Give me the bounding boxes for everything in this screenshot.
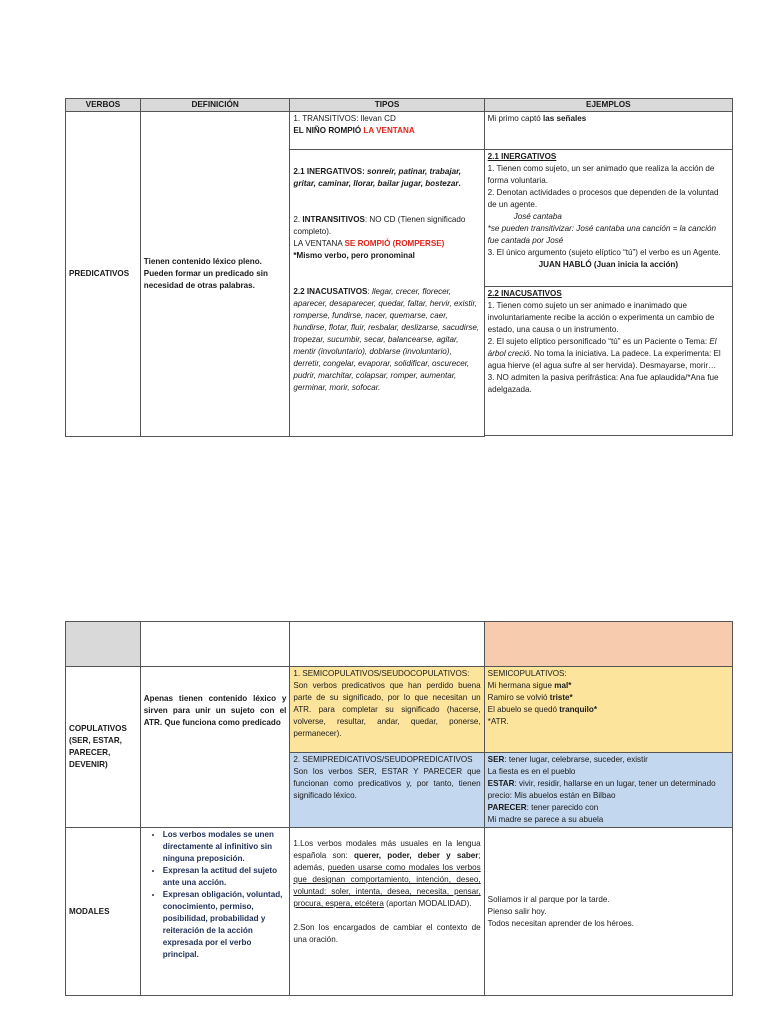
inergativos-ej-title: 2.1 INERGATIVOS: [487, 152, 557, 161]
intransitivos-note: *Mismo verbo, pero pronominal: [293, 251, 415, 260]
modales-bullets: [144, 829, 287, 961]
modales-ejemplo: Todos necesitan aprender de los héroes.: [487, 918, 634, 928]
semicop-ej-l4: *ATR.: [487, 717, 509, 726]
cell-predicativos: PREDICATIVOS: [66, 112, 141, 437]
header-ejemplos: EJEMPLOS: [484, 99, 732, 112]
cell-predicativos-definition: Tienen contenido léxico pleno. Pueden formar un predicado sin necesidad de otras palabras.: [140, 112, 290, 437]
cell-intransitivos: [290, 150, 484, 437]
cell-inacusativos-ejemplos: [484, 287, 732, 436]
row-modales: [66, 828, 733, 996]
modales-bullet: • Expresan la actitud del sujeto ante una acción.: [163, 865, 287, 889]
semicop-body: Son verbos predicativos que han perdido buena parte de su significado, por lo que necesitan un ATR. para completar su significado (hacerse, volverse, resultar, andar, quedar, ponerse, permanecer).: [293, 681, 481, 738]
inergativos-ej-example: José cantaba: [513, 212, 562, 221]
semipred-title: 2. SEMIPREDICATIVOS/SEUDOPREDICATIVOS: [293, 755, 473, 764]
verbs-table-copulativos-modales: [65, 621, 733, 996]
inergativos-ej-p3: 3. El único argumento (sujeto elíptico “tú”) el verbo es un Agente.: [487, 248, 721, 257]
transitivos-example: EL NIÑO ROMPIÓ LA VENTANA: [293, 126, 415, 135]
inergativos-ej-note: *se pueden transitivizar: José cantaba una canción = la canción fue cantada por José: [487, 224, 717, 245]
cell-inergativos-ejemplos: [484, 150, 732, 287]
semipred-body: Son los verbos SER, ESTAR Y PARECER que funcionan como predicativos y, por tanto, tienen significado léxico.: [293, 767, 481, 800]
semicop-ej-l1: Mi hermana sigue mal*: [487, 681, 572, 690]
inergativos-tipo: 2.1 INERGATIVOS: sonreír, patinar, trabajar, gritar, caminar, llorar, bailar jugar, bostezar.: [293, 167, 462, 188]
semicop-ej-l2: Ramiro se volvió triste*: [487, 693, 573, 702]
inacusativos-ej-title: 2.2 INACUSATIVOS: [487, 289, 562, 298]
cell-semicopulativos: [290, 667, 484, 753]
inergativos-ej-example2: JUAN HABLÓ (Juan inicia la acción): [538, 260, 679, 269]
semipred-ser: SER: tener lugar, celebrarse, suceder, existir: [487, 755, 648, 764]
cell-ejemplo-transitivo: [484, 112, 732, 150]
cell-modales-definition: [140, 828, 290, 996]
semicop-ej-l3: El abuelo se quedó tranquilo*: [487, 705, 598, 714]
cell-semipredicativos: [290, 753, 484, 828]
semipred-parecer: PARECER: tener parecido con: [487, 803, 599, 812]
semipred-ser-ex: La fiesta es en el pueblo: [487, 767, 576, 776]
modales-bullet: • Los verbos modales se unen directamente al infinitivo sin ninguna preposición.: [163, 829, 287, 865]
cell-semicop-ejemplos: [484, 667, 732, 753]
cell-semipred-ejemplos: [484, 753, 732, 828]
header-definicion: DEFINICIÓN: [140, 99, 290, 112]
modales-tipo-p2: 2.Son los encargados de cambiar el contexto de una oración.: [293, 923, 481, 944]
blank-cell-tipos: [290, 622, 484, 667]
modales-ejemplo: Solíamos ir al parque por la tarde.: [487, 894, 610, 904]
inacusativos-tipo: 2.2 INACUSATIVOS: llegar, crecer, florecer, aparecer, desaparecer, quedar, faltar, hervir, existir, romperse, fundirse, nacer, quemarse, caer, hundirse, flotar, fluir, resbalar, deslizarse, sacudirse, tropezar, sucumbir, secar, balancearse, agitar, mentir (involuntario), doblarse (involuntario), derretir, congelar, evaporar, solidificar, oscurecer, pudrir, marchitar, colapsar, romper, aumentar, germinar, morir, sofocar.: [293, 287, 480, 392]
cell-transitivos: [290, 112, 484, 150]
semicop-title: 1. SEMICOPULATIVOS/SEUDOCOPULATIVOS:: [293, 669, 470, 678]
verbs-table-predicativos: [65, 98, 733, 437]
modales-ejemplo: Pienso salir hoy.: [487, 906, 547, 916]
blank-cell-ejemplos: [484, 622, 732, 667]
row-transitivos: [66, 112, 733, 150]
intransitivos-tipo: 2. INTRANSITIVOS: NO CD (Tienen significado completo).: [293, 215, 466, 236]
cell-copulativos-definition: Apenas tienen contenido léxico y sirven para unir un sujeto con el ATR. Que funciona como predicado: [140, 667, 290, 828]
transitivos-label: 1. TRANSITIVOS: llevan CD: [293, 114, 396, 123]
inergativos-ej-p1: 1. Tienen como sujeto, un ser animado que realiza la acción de forma voluntaria.: [487, 164, 715, 185]
row-semicopulativos: [66, 667, 733, 753]
inergativos-ej-p2: 2. Denotan actividades o procesos que dependen de la voluntad de un agente.: [487, 188, 719, 209]
modales-bullet: • Expresan obligación, voluntad, conocimiento, permiso, posibilidad, probabilidad y reiteración de la acción expresada por el verbo principal.: [163, 889, 287, 961]
blank-row: [66, 622, 733, 667]
inacusativos-ej-p3: 3. NO admiten la pasiva perifrástica: Ana fue aplaudida/*Ana fue adelgazada.: [487, 373, 719, 394]
blank-cell-def: [140, 622, 290, 667]
header-row: [66, 99, 733, 112]
semipred-estar: ESTAR: vivir, residir, hallarse en un lugar, tener un determinado precio: Mis abuelos están en Bilbao: [487, 779, 716, 800]
semicop-ej-title: SEMICOPULATIVOS:: [487, 669, 567, 678]
inacusativos-ej-p1: 1. Tienen como sujeto un ser animado e inanimado que involuntariamente recibe la acción o experimenta un cambio de estado, una causa o un instrumento.: [487, 301, 715, 334]
cell-modales: MODALES: [66, 828, 141, 996]
intransitivos-example: LA VENTANA SE ROMPIÓ (ROMPERSE): [293, 239, 445, 248]
header-verbos: VERBOS: [66, 99, 141, 112]
modales-tipo-p1: 1.Los verbos modales más usuales en la lengua española son: querer, poder, deber y saber; además, pueden usarse como modales los verbos que designan comportamiento, intención, deseo, voluntad: soler, intenta, desea, necesita, pensar, procura, espera, etcétera (aportan MODALIDAD).: [293, 839, 481, 908]
ejemplo-transitivo-bold: las señales: [543, 114, 587, 123]
ejemplo-transitivo-plain: Mi primo captó: [487, 114, 541, 123]
cell-modales-ejemplos: [484, 828, 732, 996]
cell-copulativos: COPULATIVOS (SER, ESTAR, PARECER, DEVENIR): [66, 667, 141, 828]
inacusativos-ej-p2: 2. El sujeto elíptico personificado “tú” es un Paciente o Tema: El árbol creció. No toma la iniciativa. La padece. La experimenta: El agua hierve (el agua sufre al ser hervida). Desmayarse, morir…: [487, 337, 721, 370]
semipred-parecer-ex: Mi madre se parece a su abuela: [487, 815, 604, 824]
blank-cell-verb: [66, 622, 141, 667]
header-tipos: TIPOS: [290, 99, 484, 112]
cell-modales-tipos: [290, 828, 484, 996]
